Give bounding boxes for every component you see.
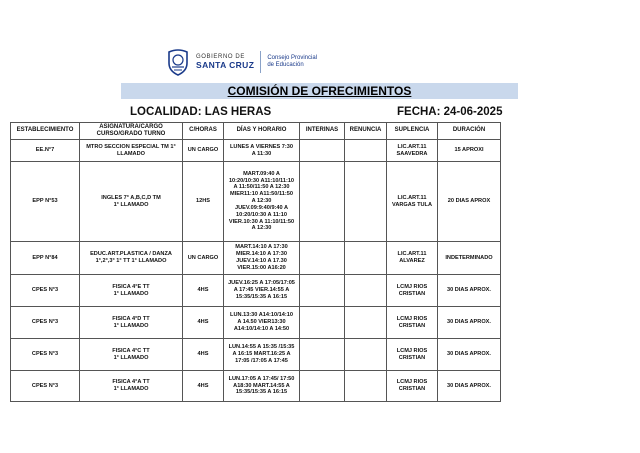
cell-duracion: INDETERMINADO (438, 242, 501, 275)
cell-suplencia: LCMJ RIOS CRISTIAN (387, 371, 438, 402)
table-row (11, 140, 501, 162)
cell-establecimiento: CPES N°3 (11, 339, 80, 371)
cell-horas: 4HS (183, 371, 224, 402)
cell-horario: JUEV.16:25 A 17:05/17:05 A 17:45 VIER.14:55 A 15:35/15:35 A 16:15 (224, 275, 300, 307)
cell-horario: MART.14:10 A 17:30 MIER.14:10 A 17:30 JUEV.14:10 A 17.30 VIER.15:00 A16:20 (224, 242, 300, 275)
cell-asignatura: FISICA 4°A TT 1° LLAMADO (80, 371, 183, 402)
cell-horas: 4HS (183, 339, 224, 371)
cell-renuncia (345, 242, 387, 275)
cell-horas: UN CARGO (183, 140, 224, 162)
cell-duracion: 15 APROXI (438, 140, 501, 162)
cell-horario: LUN.17:05 A 17:45/ 17:50 A18:30 MART.14:55 A 15:35/15:35 A 16:15 (224, 371, 300, 402)
col-asignatura: ASIGNATURA/CARGO CURSO/GRADO TURNO (80, 123, 183, 140)
localidad-label: LOCALIDAD: LAS HERAS (130, 106, 272, 118)
table-row (11, 339, 501, 371)
cell-duracion: 30 DIAS APROX. (438, 275, 501, 307)
cell-suplencia: LCMJ RIOS CRISTIAN (387, 339, 438, 371)
gov-line1: GOBIERNO DE (196, 54, 245, 61)
cell-interinas (300, 275, 345, 307)
cell-renuncia (345, 371, 387, 402)
page-title: COMISIÓN DE OFRECIMIENTOS (121, 83, 518, 99)
cell-horario: LUNES A VIERNES 7:30 A 11:30 (224, 140, 300, 162)
cell-interinas (300, 162, 345, 242)
cell-renuncia (345, 140, 387, 162)
cell-horario: MART.09:40 A 10:20/10:30 A11:10/11:10 A 11:50/11:50 A 12:30 MIER11:10 A11:50/11:50 A 12:30 JUEV.09:9:40/9:40 A 10:20/10:30 A 11:10 VIER.10:30 A 11:10/11:50 A 12:30 (224, 162, 300, 242)
cell-duracion: 20 DIAS APROX (438, 162, 501, 242)
cell-duracion: 30 DIAS APROX. (438, 371, 501, 402)
cell-suplencia: LIC.ART.11 SAAVEDRA (387, 140, 438, 162)
government-name (196, 54, 254, 70)
col-duracion: DURACIÓN (438, 123, 501, 140)
cell-horas: 12HS (183, 162, 224, 242)
gov-line2: SANTA CRUZ (196, 60, 255, 71)
cell-asignatura: FISICA 4°C TT 1° LLAMADO (80, 339, 183, 371)
cell-renuncia (345, 162, 387, 242)
cell-asignatura: INGLES 7° A,B,C,D TM 1° LLAMADO (80, 162, 183, 242)
cell-suplencia: LCMJ RIOS CRISTIAN (387, 307, 438, 339)
col-establecimiento: ESTABLECIMIENTO (11, 123, 80, 140)
cell-establecimiento: CPES N°3 (11, 307, 80, 339)
cell-establecimiento: CPES N°3 (11, 275, 80, 307)
cell-asignatura: FISICA 4°D TT 1° LLAMADO (80, 307, 183, 339)
table-row (11, 162, 501, 242)
cell-renuncia (345, 275, 387, 307)
table-row (11, 242, 501, 275)
table-header-row (11, 123, 501, 140)
col-renuncia: RENUNCIA (345, 123, 387, 140)
cell-interinas (300, 339, 345, 371)
offers-table (10, 122, 501, 402)
cell-duracion: 30 DIAS APROX. (438, 339, 501, 371)
cell-suplencia: LIC.ART.11 VARGAS TULA (387, 162, 438, 242)
council-name (267, 55, 317, 68)
cell-asignatura: FISICA 4°E TT 1° LLAMADO (80, 275, 183, 307)
cell-renuncia (345, 339, 387, 371)
cell-horas: 4HS (183, 307, 224, 339)
col-interinas: INTERINAS (300, 123, 345, 140)
cell-interinas (300, 242, 345, 275)
cell-suplencia: LCMJ RIOS CRISTIAN (387, 275, 438, 307)
col-suplencia: SUPLENCIA (387, 123, 438, 140)
table-row (11, 275, 501, 307)
cell-interinas (300, 307, 345, 339)
council-line2: de Educación (267, 62, 304, 68)
cell-suplencia: LIC.ART.11 ALVAREZ (387, 242, 438, 275)
col-horas: C/HORAS (183, 123, 224, 140)
col-horario: DÍAS Y HORARIO (224, 123, 300, 140)
cell-horario: LUN.14:55 A 15:35 /15:35 A 16:15 MART.16:25 A 17:05 /17:05 A 17:45 (224, 339, 300, 371)
cell-establecimiento: EE.N°7 (11, 140, 80, 162)
table-row (11, 307, 501, 339)
cell-horario: LUN.13:30 A14:10/14:10 A 14.50 VIER13:30 A14:10/14:10 A 14:50 (224, 307, 300, 339)
cell-establecimiento: EPP N°53 (11, 162, 80, 242)
cell-asignatura: MTRO SECCION ESPECIAL TM 1° LLAMADO (80, 140, 183, 162)
cell-interinas (300, 371, 345, 402)
provincial-seal-icon (166, 48, 190, 76)
cell-horas: UN CARGO (183, 242, 224, 275)
cell-establecimiento: CPES N°3 (11, 371, 80, 402)
cell-duracion: 30 DIAS APROX. (438, 307, 501, 339)
header-logos (166, 46, 366, 78)
cell-horas: 4HS (183, 275, 224, 307)
cell-asignatura: EDUC.ART.PLASTICA / DANZA 1°,2°,3° 1° TT 1° LLAMADO (80, 242, 183, 275)
cell-establecimiento: EPP N°84 (11, 242, 80, 275)
council-line1: Consejo Provincial (267, 55, 318, 62)
table-row (11, 371, 501, 402)
cell-renuncia (345, 307, 387, 339)
logo-divider (260, 51, 261, 73)
cell-interinas (300, 140, 345, 162)
fecha-label: FECHA: 24-06-2025 (397, 106, 503, 118)
